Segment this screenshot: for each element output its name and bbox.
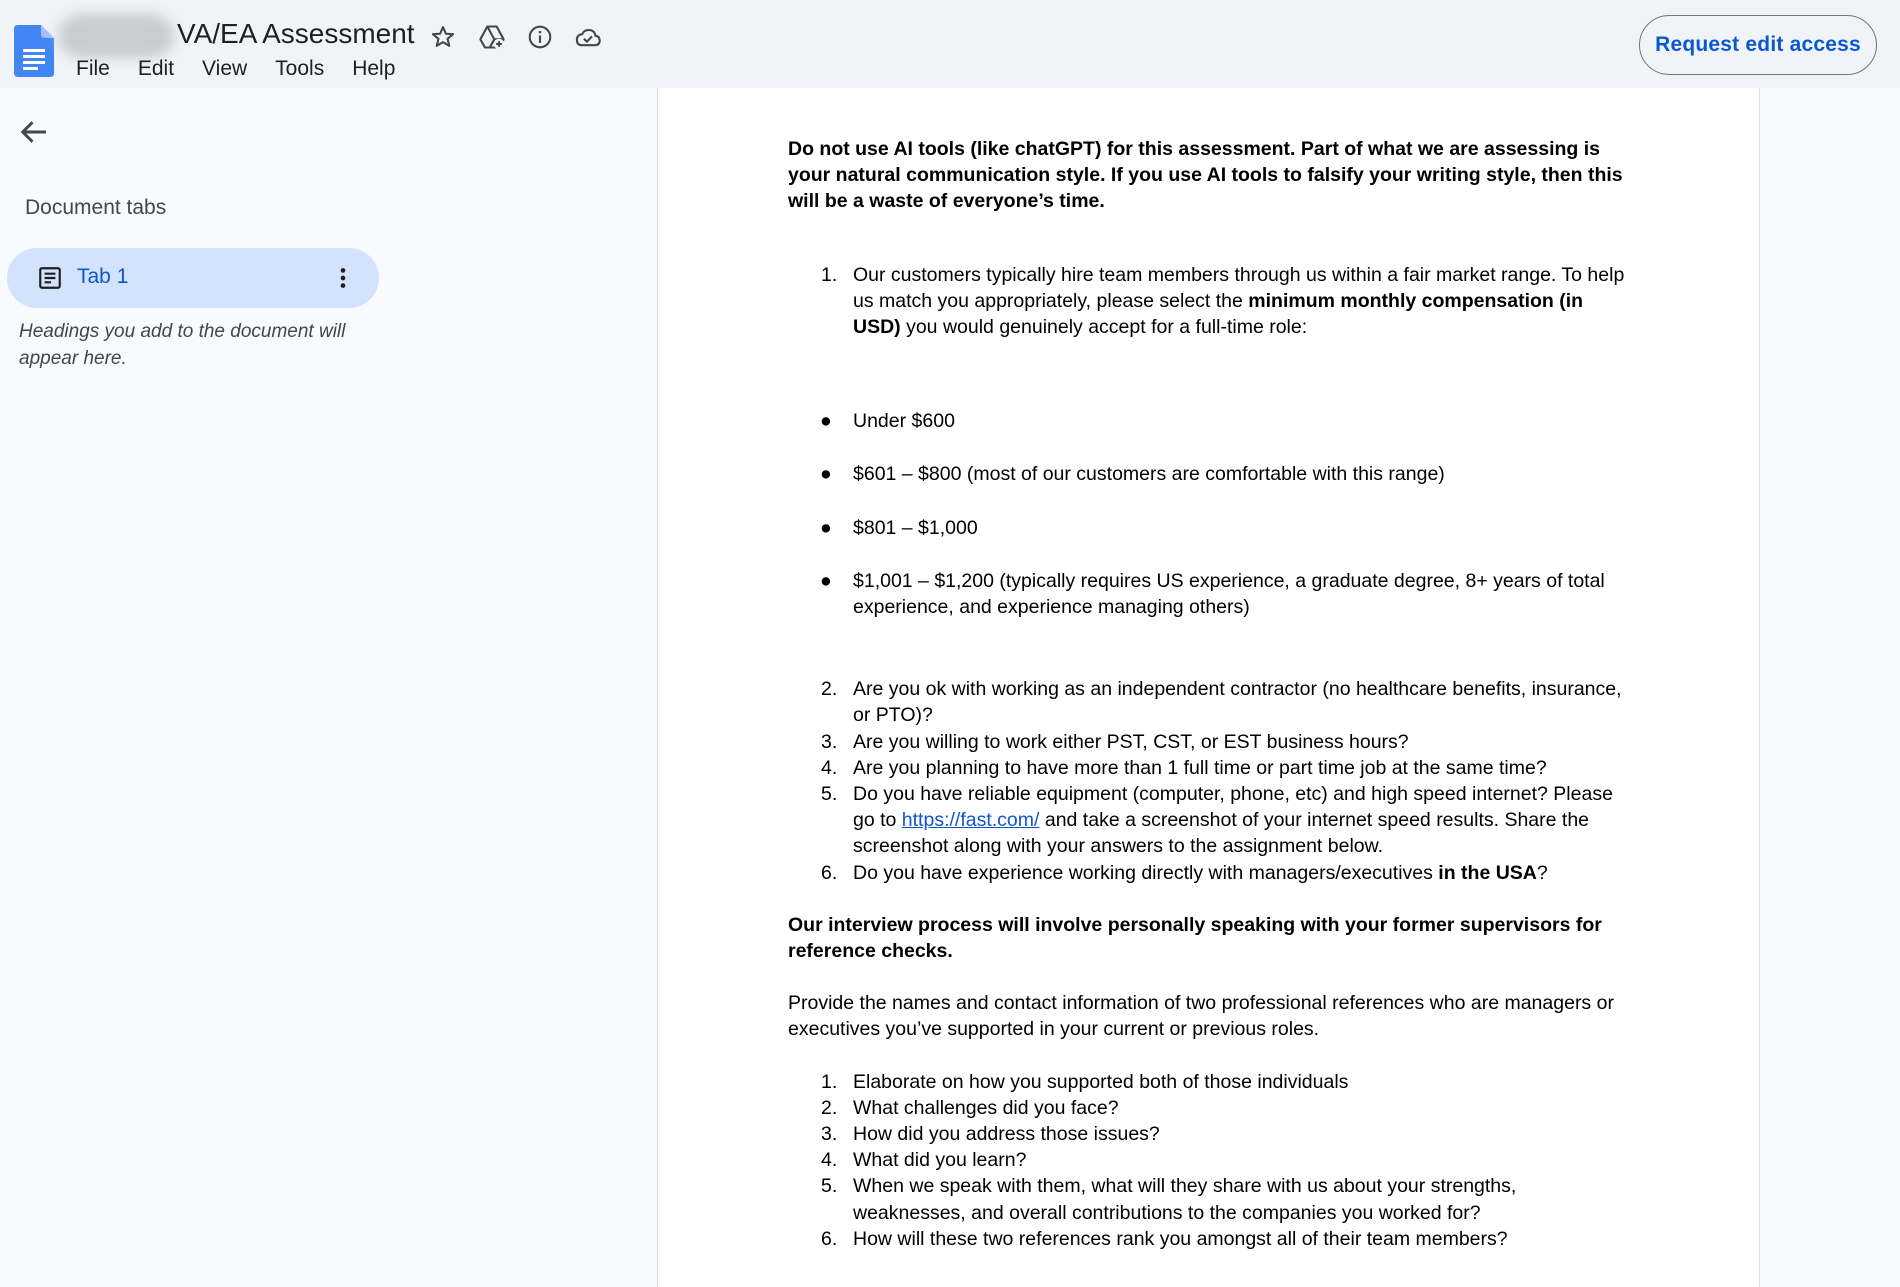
request-edit-access-button[interactable]: Request edit access: [1639, 15, 1877, 75]
cloud-saved-icon[interactable]: [572, 21, 604, 53]
menu-tools[interactable]: Tools: [275, 57, 325, 80]
tab-label: Tab 1: [77, 265, 129, 288]
question-text: Are you ok with working as an independent contractor (no healthcare benefits, insurance, or PTO)?: [853, 678, 1622, 727]
option-text: Under $600: [853, 410, 955, 433]
menu-file[interactable]: File: [76, 57, 110, 80]
list-number: 6.: [821, 861, 838, 884]
question-6: [788, 860, 1633, 886]
question-1: [788, 262, 1633, 341]
reference-question: [788, 1226, 1633, 1252]
outline-hint: Headings you add to the document will appear here.: [19, 321, 346, 369]
question-text: What challenges did you face?: [853, 1096, 1119, 1119]
document-title[interactable]: VA/EA Assessment: [177, 18, 415, 49]
compensation-option: [788, 408, 1633, 434]
question-text: Are you planning to have more than 1 full time or part time job at the same time?: [853, 756, 1547, 779]
question-text: Do you have reliable equipment (computer, phone, etc) and high speed internet? Please go to: [853, 783, 1613, 832]
list-number: 2.: [821, 678, 838, 701]
more-options-icon[interactable]: [329, 264, 357, 292]
list-number: 3.: [821, 1123, 838, 1146]
question-text: Are you willing to work either PST, CST, or EST business hours?: [853, 730, 1409, 753]
list-number: 4.: [821, 1149, 838, 1172]
move-to-drive-icon[interactable]: [476, 21, 508, 53]
question-text: Elaborate on how you supported both of those individuals: [853, 1070, 1349, 1093]
question-text: What did you learn?: [853, 1149, 1027, 1172]
question-3: [788, 729, 1633, 755]
list-number: 4.: [821, 756, 838, 779]
question-text: Our customers typically hire team members through us within a fair market range. To help us match you appropriately, please select the: [853, 263, 1625, 312]
fast-com-link[interactable]: https://fast.com/: [901, 809, 1040, 832]
question-text: How did you address those issues?: [853, 1123, 1160, 1146]
list-number: 2.: [821, 1096, 838, 1119]
question-bold-text: in the USA: [1438, 861, 1537, 884]
document-info-icon[interactable]: [524, 21, 556, 53]
reference-question: [788, 1121, 1633, 1147]
google-docs-logo-icon[interactable]: [14, 25, 54, 77]
interview-note: Our interview process will involve personally speaking with your former supervisors for reference checks.: [788, 913, 1602, 963]
question-2: [788, 676, 1633, 728]
back-arrow-icon[interactable]: [16, 114, 52, 150]
compensation-option: [788, 515, 1633, 541]
references-intro: Provide the names and contact information of two professional references who are managers or executives you’ve supported in your current or previous roles.: [788, 992, 1614, 1041]
reference-question: [788, 1147, 1633, 1173]
sidebar-item-tab-1[interactable]: [7, 248, 379, 308]
menu-help[interactable]: Help: [352, 57, 396, 80]
list-number: 6.: [821, 1227, 838, 1250]
list-number: 5.: [821, 783, 838, 806]
reference-questions-list: [788, 1069, 1633, 1252]
top-bar: [0, 0, 1900, 88]
menu-bar: [62, 56, 409, 82]
bullet: ●: [820, 463, 832, 486]
question-bold-text: minimum monthly compensation (in USD): [853, 289, 1584, 339]
menu-edit[interactable]: Edit: [137, 57, 175, 80]
option-text: $601 – $800 (most of our customers are comfortable with this range): [853, 463, 1445, 486]
question-text: ?: [1536, 861, 1548, 884]
menu-view[interactable]: View: [202, 57, 248, 80]
list-number: 3.: [821, 730, 838, 753]
star-icon[interactable]: [427, 21, 459, 53]
list-number: 1.: [821, 1070, 838, 1093]
question-text: When we speak with them, what will they share with us about your strengths, weaknesses, and overall contributions to the companies you worked for?: [853, 1175, 1517, 1224]
ai-warning: Do not use AI tools (like chatGPT) for this assessment. Part of what we are assessing is your natural communication style. If you use AI tools to falsify your writing style, then this will be a waste of everyone’s time.: [788, 138, 1623, 213]
question-5: [788, 781, 1633, 860]
question-text: How will these two references rank you amongst all of their team members?: [853, 1227, 1508, 1250]
list-number: 1.: [821, 263, 838, 286]
redacted-owner-name: [58, 14, 174, 58]
bullet: ●: [820, 516, 832, 539]
document-tab-icon: [37, 265, 63, 291]
question-text: and take a screenshot of your internet speed results. Share the screenshot along with your answers to the assignment below.: [853, 809, 1590, 858]
list-number: 5.: [821, 1175, 838, 1198]
document-body[interactable]: [788, 136, 1633, 1252]
reference-question: [788, 1069, 1633, 1095]
reference-question: [788, 1173, 1633, 1225]
compensation-option: [788, 568, 1633, 620]
reference-question: [788, 1095, 1633, 1121]
option-text: $1,001 – $1,200 (typically requires US experience, a graduate degree, 8+ years of total experience, and experience managing others): [853, 569, 1605, 619]
compensation-option: [788, 461, 1633, 487]
sidebar-heading: Document tabs: [25, 196, 167, 219]
document-page[interactable]: [657, 88, 1760, 1287]
question-4: [788, 755, 1633, 781]
option-text: $801 – $1,000: [853, 516, 978, 539]
question-text: you would genuinely accept for a full-time role:: [900, 316, 1308, 339]
bullet: ●: [820, 569, 832, 592]
bullet: ●: [820, 410, 832, 433]
question-text: Do you have experience working directly with managers/executives: [853, 861, 1439, 884]
